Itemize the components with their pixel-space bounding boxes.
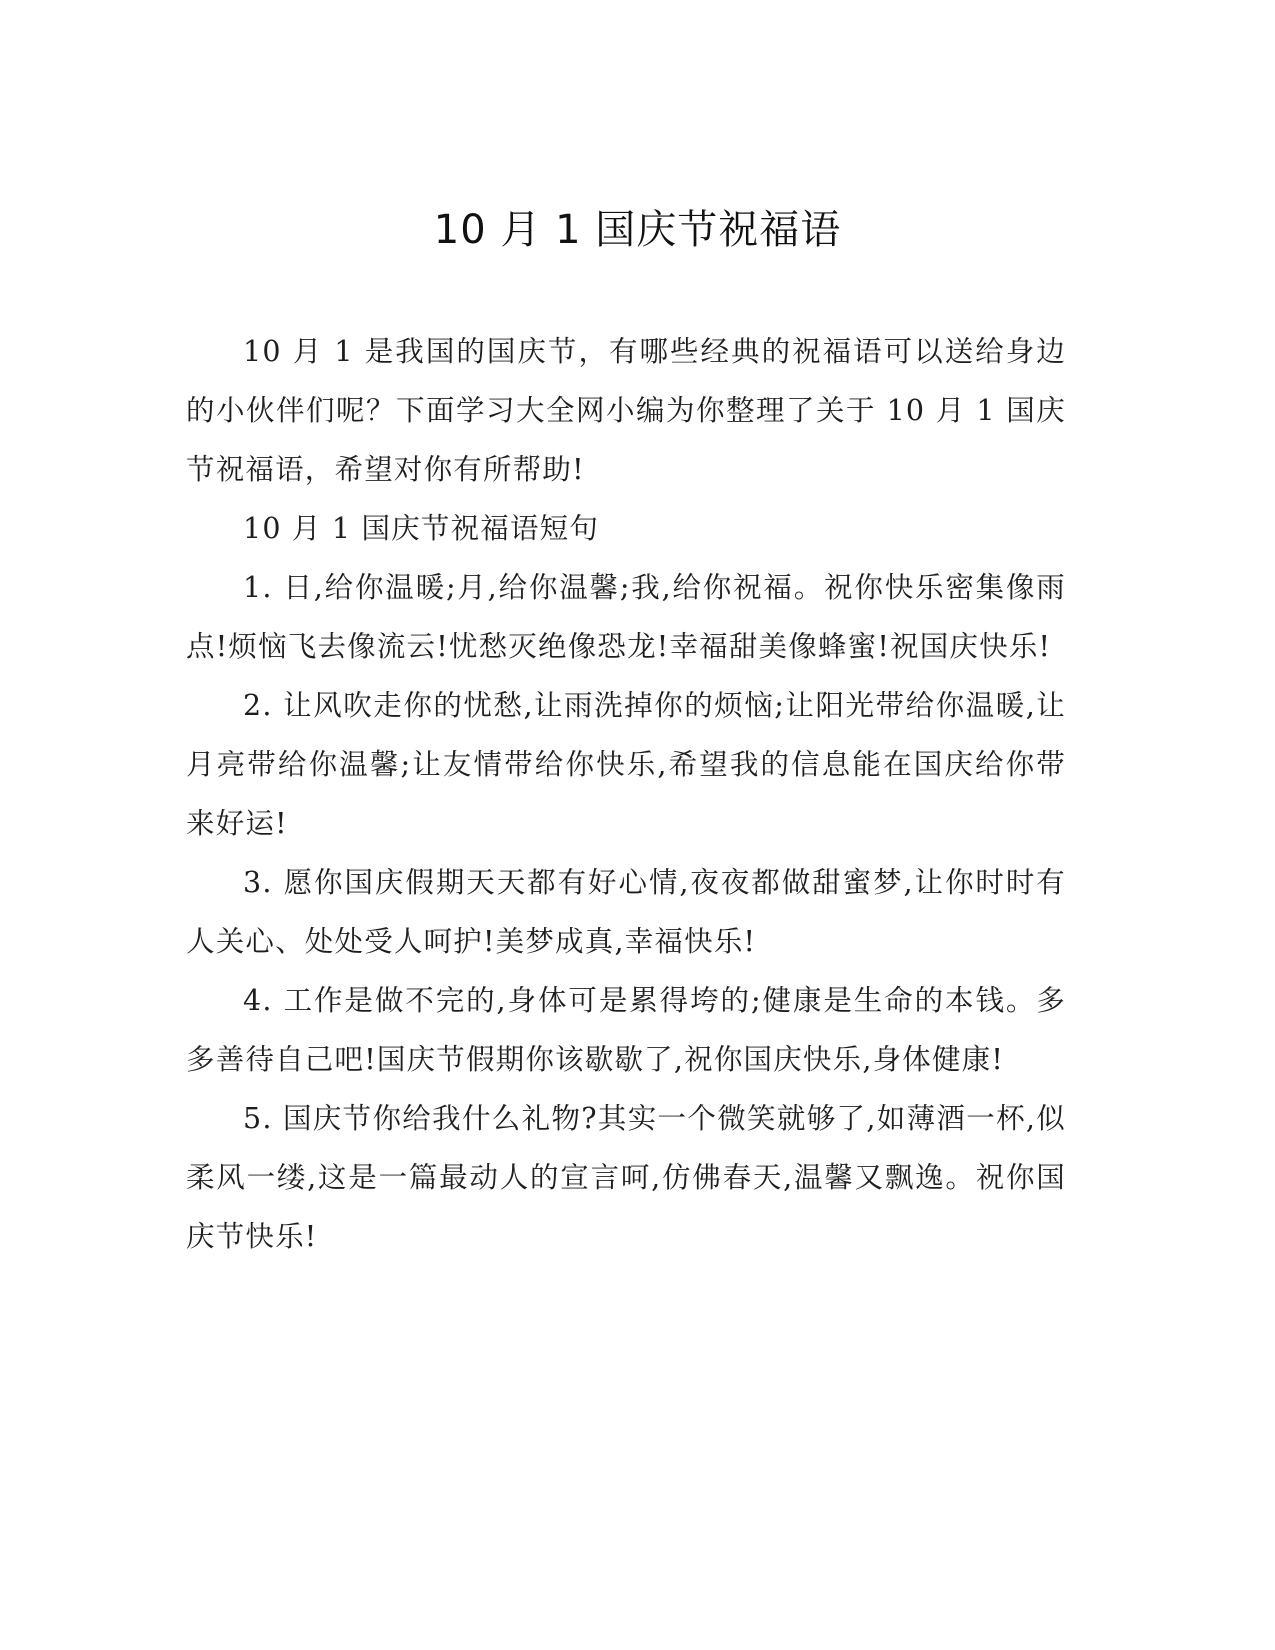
document-body — [186, 322, 1066, 1266]
document-title: 10 月 1 国庆节祝福语 — [433, 207, 842, 253]
section-subheading: 10 月 1 国庆节祝福语短句 — [243, 512, 600, 545]
greeting-item-1: 1. 日,给你温暖;月,给你温馨;我,给你祝福。祝你快乐密集像雨点!烦恼飞去像流云!忧愁灭绝像恐龙!幸福甜美像蜂蜜!祝国庆快乐! — [186, 571, 1066, 663]
greeting-item-3: 3. 愿你国庆假期天天都有好心情,夜夜都做甜蜜梦,让你时时有人关心、处处受人呵护!美梦成真,幸福快乐! — [186, 866, 1066, 958]
greeting-item-4: 4. 工作是做不完的,身体可是累得垮的;健康是生命的本钱。多多善待自己吧!国庆节假期你该歇歇了,祝你国庆快乐,身体健康! — [186, 984, 1066, 1076]
greeting-item-2: 2. 让风吹走你的忧愁,让雨洗掉你的烦恼;让阳光带给你温暖,让月亮带给你温馨;让友情带给你快乐,希望我的信息能在国庆给你带来好运! — [186, 689, 1066, 840]
intro-paragraph: 10 月 1 是我国的国庆节，有哪些经典的祝福语可以送给身边的小伙伴们呢？下面学习大全网小编为你整理了关于 10 月 1 国庆节祝福语，希望对你有所帮助! — [186, 335, 1066, 486]
greeting-item-5: 5. 国庆节你给我什么礼物?其实一个微笑就够了,如薄酒一杯,似柔风一缕,这是一篇最动人的宣言呵,仿佛春天,温馨又飘逸。祝你国庆节快乐! — [186, 1102, 1066, 1253]
